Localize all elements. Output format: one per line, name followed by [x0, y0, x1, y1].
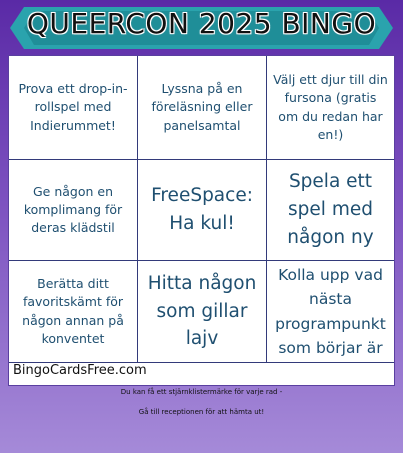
bingo-cell-2[interactable]: Lyssna på en föreläsning eller panelsamtal	[138, 56, 267, 160]
bingo-cell-4[interactable]: Ge någon en komplimang för deras klädstil	[9, 160, 138, 261]
bingo-cell-7[interactable]: Berätta ditt favoritskämt för någon annan på konventet	[9, 261, 138, 363]
note-line-1: Du kan få ett stjärnklistermärke för varje rad -	[120, 388, 283, 396]
footer-site-link[interactable]: BingoCardsFree.com	[13, 363, 147, 378]
bingo-cell-8[interactable]: Hitta någon som gillar lajv	[138, 261, 267, 363]
note-line-2: Gå till receptionen för att hämta ut!	[138, 408, 265, 416]
page-title: QUEERCON 2025 BINGO	[26, 7, 377, 40]
bingo-grid	[9, 56, 394, 363]
bingo-cell-free-space[interactable]: FreeSpace: Ha kul!	[138, 160, 267, 261]
bingo-cell-9[interactable]: Kolla upp vad nästa programpunkt som börjar är	[267, 261, 394, 363]
bingo-board	[8, 55, 395, 386]
bingo-cell-1[interactable]: Prova ett drop-in-rollspel med Indierummet!	[9, 56, 138, 160]
bingo-cell-6[interactable]: Spela ett spel med någon ny	[267, 160, 394, 261]
bingo-cell-3[interactable]: Välj ett djur till din fursona (gratis om du redan har en!)	[267, 56, 394, 160]
